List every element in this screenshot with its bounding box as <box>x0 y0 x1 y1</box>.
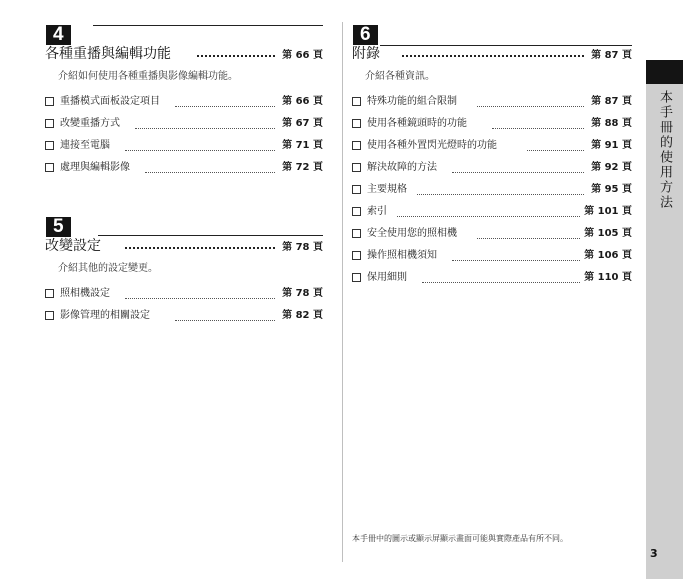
toc-item-label: 特殊功能的組合限制 <box>367 96 460 108</box>
checkbox[interactable] <box>45 97 54 106</box>
checkbox[interactable] <box>352 207 361 216</box>
toc-item-page[interactable]: 第 67 頁 <box>279 118 323 130</box>
dot-leader <box>145 172 275 173</box>
page-number: 3 <box>650 547 658 560</box>
sidebar-tab-header <box>646 60 683 84</box>
toc-item-label: 安全使用您的照相機 <box>367 228 460 240</box>
title-leader <box>197 55 275 57</box>
checkbox[interactable] <box>45 119 54 128</box>
toc-item[interactable] <box>45 119 323 141</box>
section-4 <box>45 25 323 185</box>
footnote: 本手冊中的圖示或顯示屏顯示畫面可能與實際產品有所不同。 <box>352 534 568 543</box>
toc-item[interactable] <box>45 141 323 163</box>
checkbox[interactable] <box>352 97 361 106</box>
section-description: 介紹各種資訊。 <box>365 71 435 82</box>
toc-item-label: 照相機設定 <box>60 288 113 300</box>
checkbox[interactable] <box>352 185 361 194</box>
section-number-badge: 4 <box>46 25 71 45</box>
toc-item-page[interactable]: 第 87 頁 <box>588 96 632 108</box>
toc-item-label: 主要規格 <box>367 184 410 196</box>
checkbox[interactable] <box>45 311 54 320</box>
dot-leader <box>422 282 582 283</box>
toc-item-page[interactable]: 第 66 頁 <box>279 96 323 108</box>
toc-item-label: 重播模式面板設定項目 <box>60 96 163 108</box>
toc-item-page[interactable]: 第 106 頁 <box>581 250 632 262</box>
toc-item-page[interactable]: 第 92 頁 <box>588 162 632 174</box>
toc-list <box>352 97 632 295</box>
dot-leader <box>397 216 582 217</box>
toc-item[interactable] <box>45 97 323 119</box>
dot-leader <box>492 128 584 129</box>
toc-item[interactable] <box>45 289 323 311</box>
toc-item[interactable] <box>352 119 632 141</box>
toc-item[interactable] <box>352 163 632 185</box>
section-number-badge: 6 <box>353 25 378 45</box>
dot-leader <box>125 298 275 299</box>
checkbox[interactable] <box>45 289 54 298</box>
dot-leader <box>452 260 582 261</box>
toc-item-label: 使用各種鏡頭時的功能 <box>367 118 470 130</box>
section-title: 附錄 <box>352 46 380 62</box>
dot-leader <box>417 194 584 195</box>
checkbox[interactable] <box>352 229 361 238</box>
toc-item[interactable] <box>352 141 632 163</box>
toc-item-page[interactable]: 第 72 頁 <box>279 162 323 174</box>
toc-item-label: 使用各種外置閃光燈時的功能 <box>367 140 500 152</box>
checkbox[interactable] <box>352 163 361 172</box>
sidebar-label: 本手冊的使用方法 <box>657 90 672 210</box>
chapter-sidebar-tab[interactable] <box>646 60 683 579</box>
title-leader <box>125 247 275 249</box>
toc-item[interactable] <box>352 97 632 119</box>
toc-item-label: 解決故障的方法 <box>367 162 440 174</box>
toc-item[interactable] <box>45 311 323 333</box>
checkbox[interactable] <box>352 141 361 150</box>
dot-leader <box>125 150 275 151</box>
toc-item-page[interactable]: 第 101 頁 <box>581 206 632 218</box>
toc-item-label: 操作照相機須知 <box>367 250 440 262</box>
toc-item-label: 影像管理的相關設定 <box>60 310 153 322</box>
toc-item-label: 改變重播方式 <box>60 118 123 130</box>
toc-list <box>45 97 323 185</box>
toc-item-page[interactable]: 第 71 頁 <box>279 140 323 152</box>
toc-item-page[interactable]: 第 91 頁 <box>588 140 632 152</box>
toc-item-page[interactable]: 第 88 頁 <box>588 118 632 130</box>
title-leader <box>402 55 584 57</box>
toc-item[interactable] <box>352 185 632 207</box>
section-title: 各種重播與編輯功能 <box>45 46 171 62</box>
checkbox[interactable] <box>352 273 361 282</box>
toc-item-page[interactable]: 第 105 頁 <box>581 228 632 240</box>
dot-leader <box>527 150 584 151</box>
section-rule <box>98 235 323 236</box>
dot-leader <box>452 172 584 173</box>
dot-leader <box>477 238 582 239</box>
toc-item-page[interactable]: 第 95 頁 <box>588 184 632 196</box>
section-number-badge: 5 <box>46 217 71 237</box>
dot-leader <box>477 106 584 107</box>
checkbox[interactable] <box>45 163 54 172</box>
checkbox[interactable] <box>352 119 361 128</box>
checkbox[interactable] <box>45 141 54 150</box>
toc-item[interactable] <box>45 163 323 185</box>
toc-item-label: 連接至電腦 <box>60 140 113 152</box>
toc-item-page[interactable]: 第 82 頁 <box>279 310 323 322</box>
toc-item-page[interactable]: 第 78 頁 <box>279 288 323 300</box>
section-page-ref[interactable]: 第 78 頁 <box>282 242 323 253</box>
section-page-ref[interactable]: 第 66 頁 <box>282 50 323 61</box>
toc-item-label: 索引 <box>367 206 390 218</box>
section-rule <box>93 25 323 26</box>
toc-item-label: 保用細則 <box>367 272 410 284</box>
dot-leader <box>175 106 275 107</box>
section-title: 改變設定 <box>45 238 101 254</box>
toc-item[interactable] <box>352 251 632 273</box>
dot-leader <box>135 128 275 129</box>
toc-item-label: 處理與編輯影像 <box>60 162 133 174</box>
toc-item[interactable] <box>352 229 632 251</box>
checkbox[interactable] <box>352 251 361 260</box>
toc-item[interactable] <box>352 273 632 295</box>
toc-item-page[interactable]: 第 110 頁 <box>581 272 632 284</box>
section-page-ref[interactable]: 第 87 頁 <box>591 50 632 61</box>
dot-leader <box>175 320 275 321</box>
section-description: 介紹如何使用各種重播與影像編輯功能。 <box>58 71 238 82</box>
section-6 <box>352 25 632 295</box>
section-description: 介紹其他的設定變更。 <box>58 263 158 274</box>
column-divider <box>342 22 343 562</box>
toc-item[interactable] <box>352 207 632 229</box>
toc-list <box>45 289 323 333</box>
section-5 <box>45 217 323 333</box>
